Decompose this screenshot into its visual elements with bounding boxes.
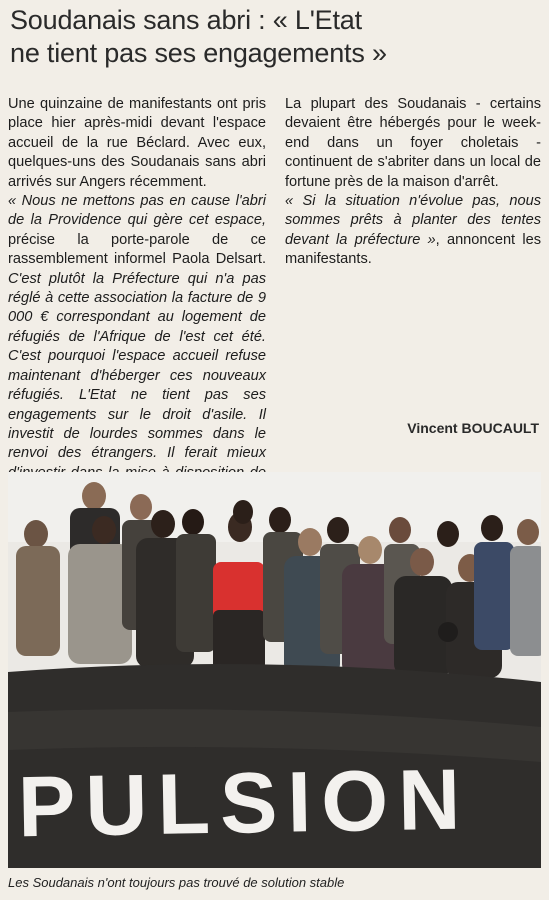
closing-plain: , annoncent les manifestants. [285, 231, 541, 268]
closing-quote: « Si la situation n'évolue pas, nous sommes prêts à planter des tentes devant la préfecture » [285, 193, 541, 248]
byline [407, 420, 539, 436]
banner-text: PULSION [17, 751, 472, 856]
article-column-left [8, 95, 266, 503]
headline-line-1: Soudanais sans abri : « L'Etat [10, 5, 362, 35]
byline-first-name: Vincent [407, 420, 458, 436]
byline-last-name: BOUCAULT [461, 420, 539, 436]
paragraph-quote [8, 192, 266, 503]
headline [10, 4, 540, 70]
quote-part-a: « Nous ne mettons pas en cause l'abri de la Providence qui gère cet espace, [8, 193, 266, 229]
article-column-right [285, 95, 541, 270]
quote-part-b: C'est plutôt la Préfecture qui n'a pas réglé à cette association la facture de 9 000 € correspondant au logement de réfugiés de l'Afrique de l'est cet été. C'est pourquoi l'espace accueil refuse maintenant d'héberger ces nouveaux réfugiés. L'Etat ne tient pas ses engagements sur le droit d'asile. Il investit de lourdes sommes dans le renvoi des étrangers. Il ferait mieux [8, 270, 266, 462]
photo-illustration [8, 472, 541, 868]
paragraph-closing [285, 192, 541, 270]
paragraph-intro: Une quinzaine de manifestants ont pris place hier après-midi devant l'espace accueil de la rue Béclard. Avec eux, quelques-uns des Soudanais sans abri arrivés sur Angers récemment. [8, 96, 266, 190]
news-photo [8, 472, 541, 868]
photo-caption: Les Soudanais n'ont toujours pas trouvé de solution stable [8, 875, 345, 890]
headline-line-2: ne tient pas ses engagements » [10, 38, 387, 68]
attribution: précise la porte-parole de ce rassemblement informel Paola Delsart. [8, 231, 266, 268]
paragraph-situation: La plupart des Soudanais - certains devaient être hébergés pour le week-end dans un foyer choletais - continuent de s'abriter dans un local de fortune près de la maison d'arrêt. [285, 96, 541, 190]
